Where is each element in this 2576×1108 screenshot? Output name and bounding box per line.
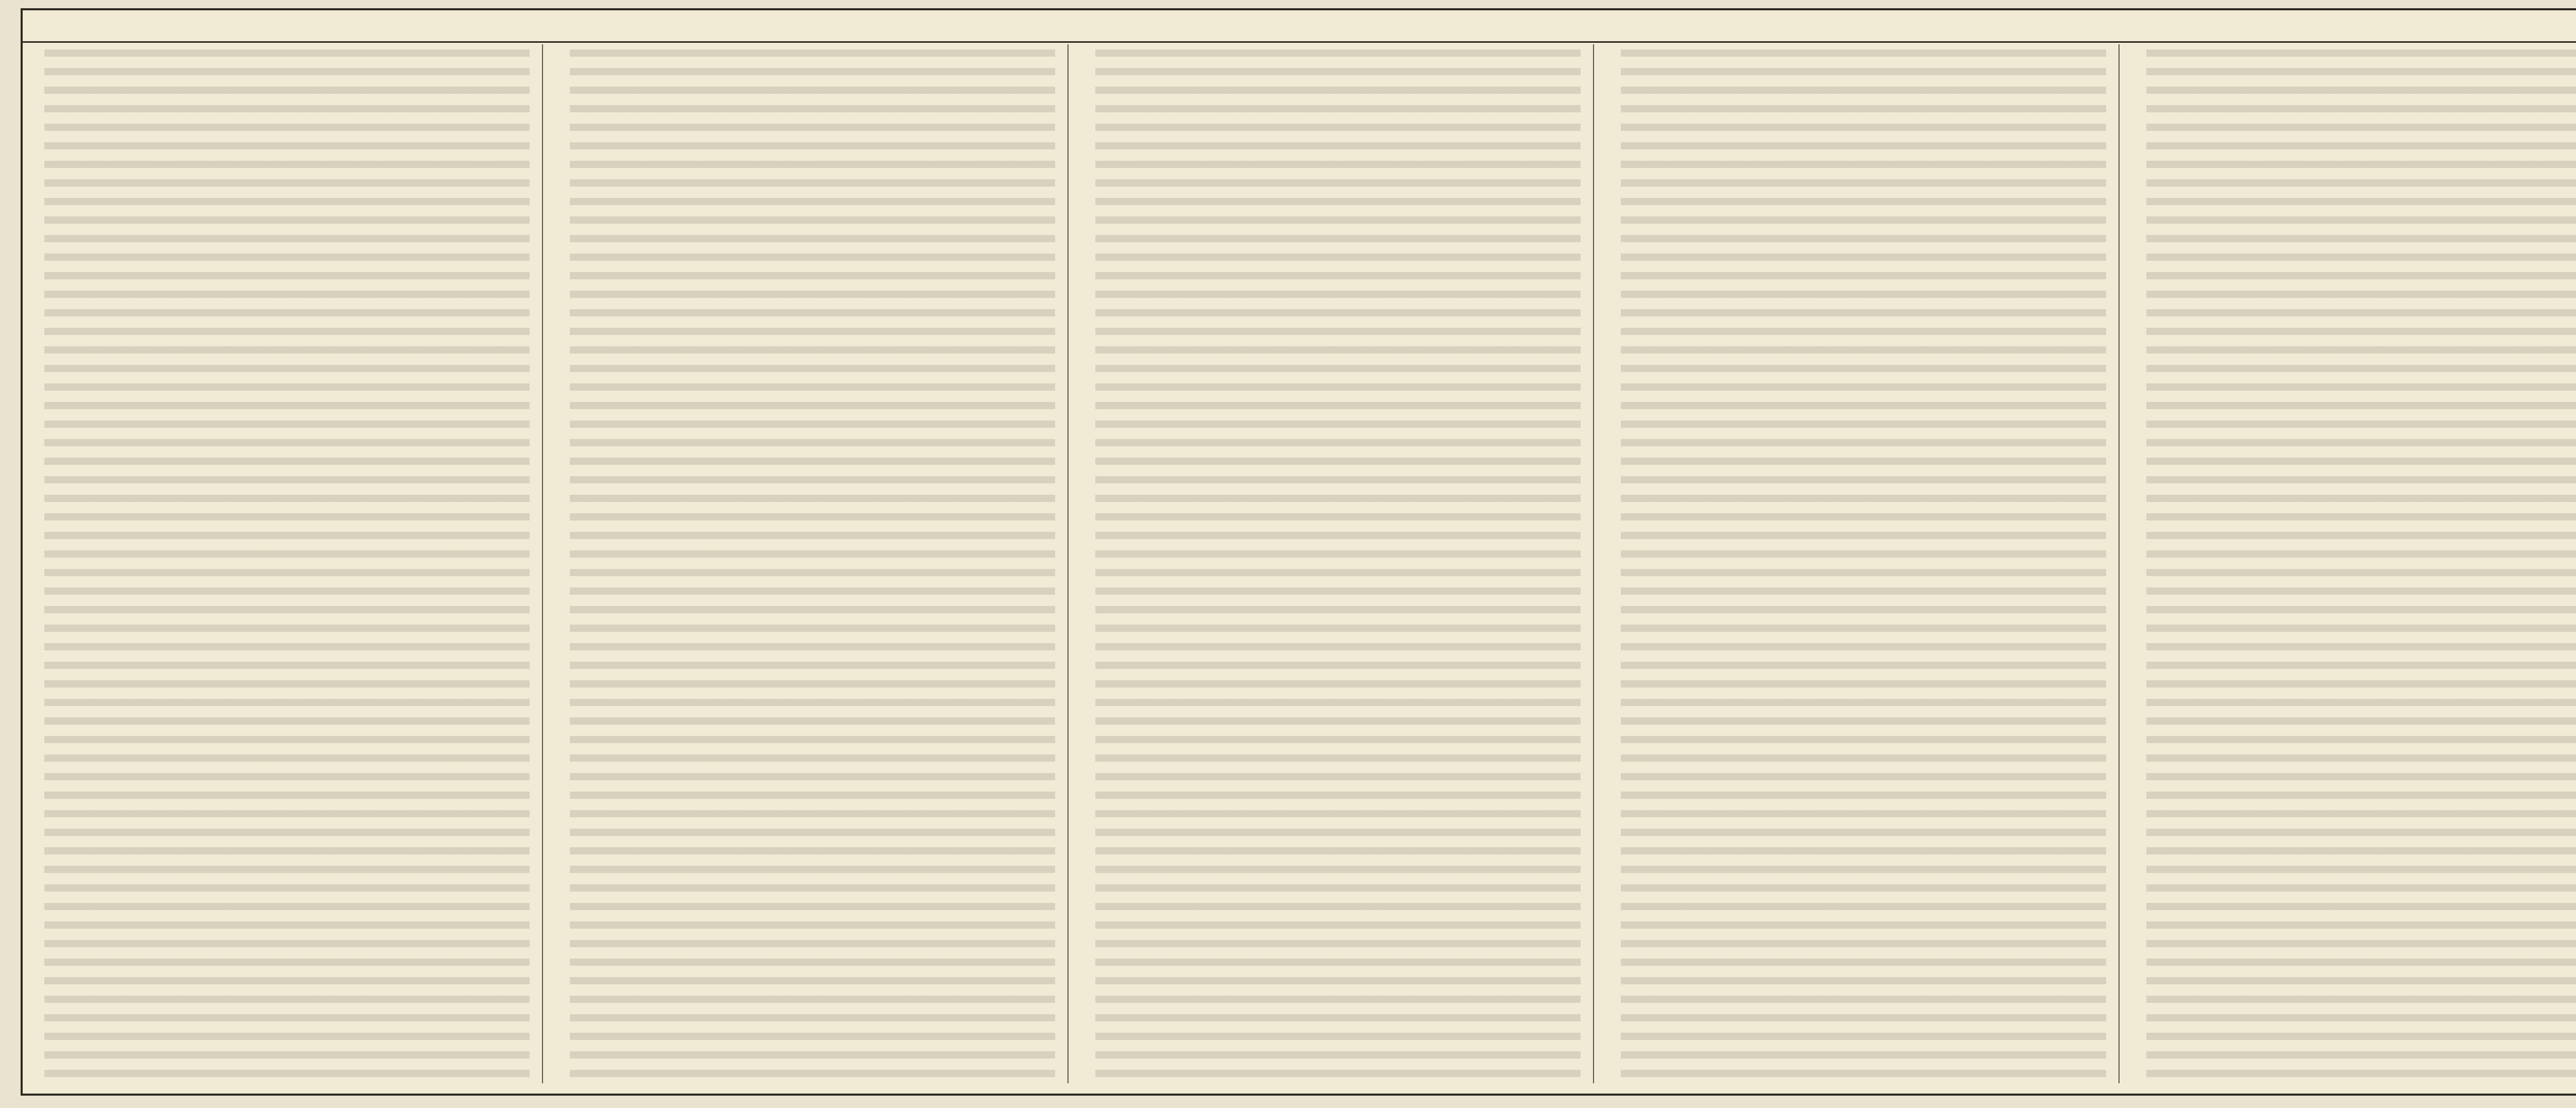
column-1: [38, 44, 543, 1083]
top-rule: [23, 41, 2576, 43]
column-4: [1615, 44, 2120, 1083]
column-5: [2140, 44, 2576, 1083]
column-3: [1089, 44, 1594, 1083]
column-2: [564, 44, 1069, 1083]
newspaper-page: [21, 8, 2576, 1096]
